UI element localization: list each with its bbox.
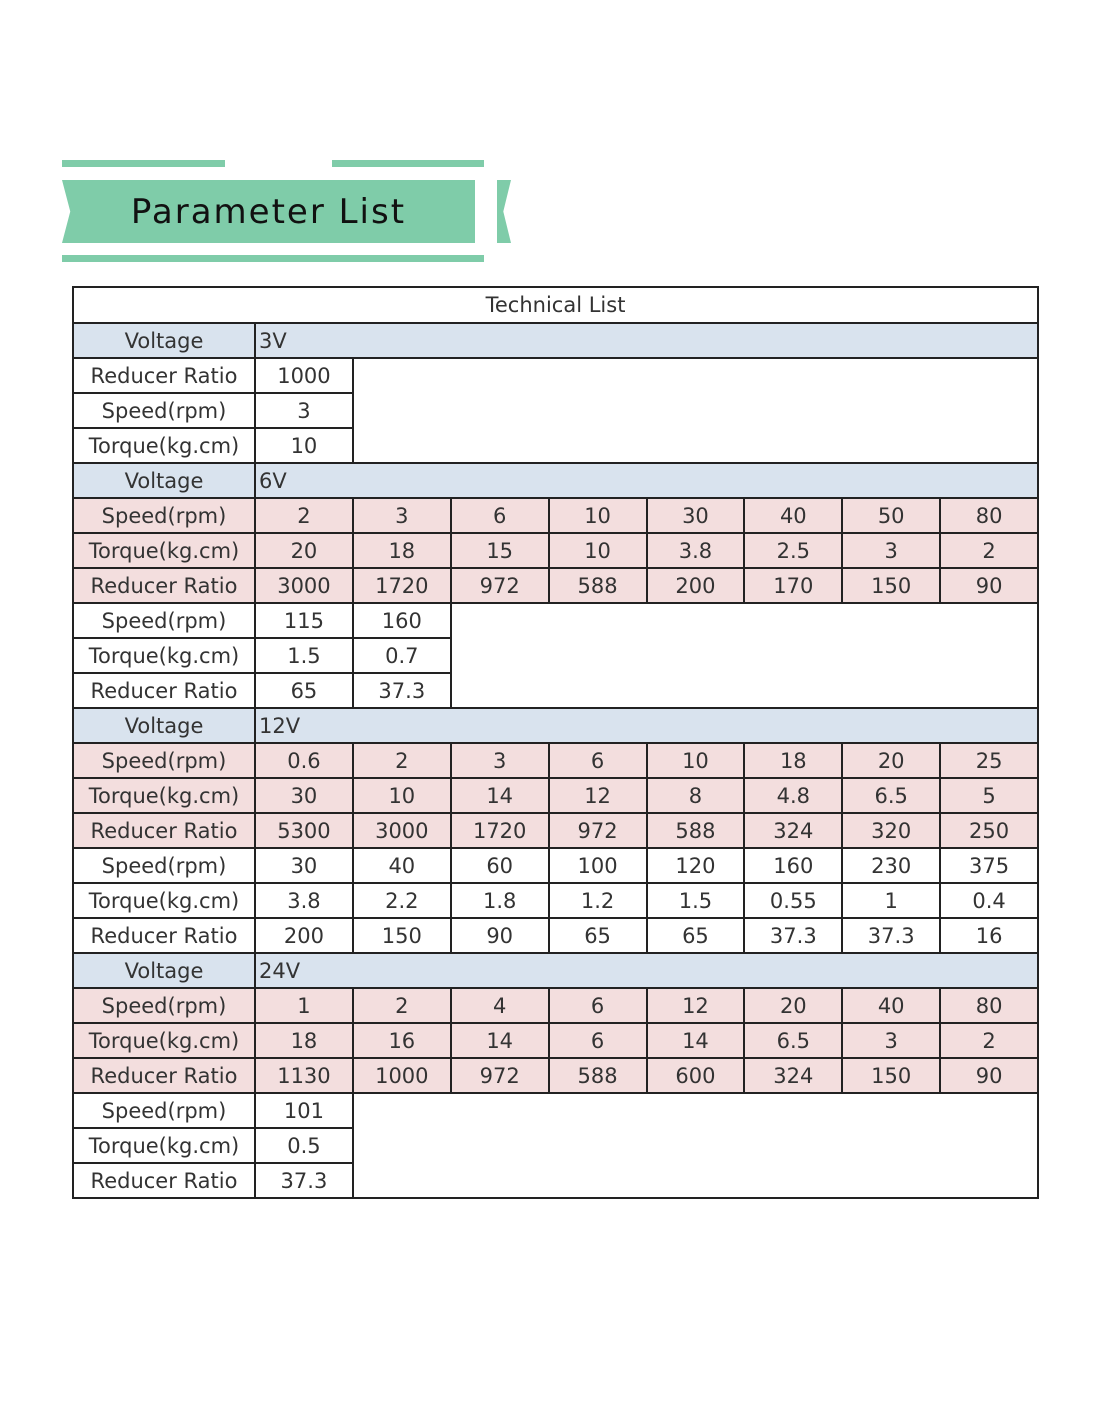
table-cell: 65 — [647, 918, 745, 953]
empty-cell-area — [451, 603, 1038, 708]
table-cell: 1000 — [255, 358, 353, 393]
table-cell: 972 — [549, 813, 647, 848]
table-cell: 3 — [842, 1023, 940, 1058]
table-cell: 160 — [744, 848, 842, 883]
table-cell: 2 — [940, 1023, 1038, 1058]
row-label: Reducer Ratio — [73, 1163, 255, 1198]
row-label: Torque(kg.cm) — [73, 428, 255, 463]
table-cell: 25 — [940, 743, 1038, 778]
table-cell: 200 — [255, 918, 353, 953]
row-label: Speed(rpm) — [73, 848, 255, 883]
table-cell: 18 — [744, 743, 842, 778]
table-cell: 6 — [451, 498, 549, 533]
banner-flag-tail — [497, 180, 511, 243]
row-label: Torque(kg.cm) — [73, 1023, 255, 1058]
table-row — [73, 358, 1038, 393]
table-cell: 90 — [451, 918, 549, 953]
table-cell: 588 — [549, 568, 647, 603]
table-cell: 3 — [353, 498, 451, 533]
table-cell: 15 — [451, 533, 549, 568]
table-cell: 150 — [842, 1058, 940, 1093]
voltage-value: 3V — [255, 323, 1038, 358]
table-cell: 1720 — [451, 813, 549, 848]
table-cell: 250 — [940, 813, 1038, 848]
page-title: Parameter List — [130, 191, 407, 232]
table-cell: 2 — [255, 498, 353, 533]
row-label: Reducer Ratio — [73, 568, 255, 603]
table-cell: 1 — [255, 988, 353, 1023]
table-cell: 6 — [549, 988, 647, 1023]
table-cell: 4 — [451, 988, 549, 1023]
row-label: Reducer Ratio — [73, 813, 255, 848]
table-cell: 1720 — [353, 568, 451, 603]
voltage-value: 6V — [255, 463, 1038, 498]
row-label: Reducer Ratio — [73, 1058, 255, 1093]
table-row — [73, 1093, 1038, 1128]
table-cell: 4.8 — [744, 778, 842, 813]
table-cell: 80 — [940, 988, 1038, 1023]
row-label: Speed(rpm) — [73, 498, 255, 533]
table-cell: 2 — [353, 988, 451, 1023]
table-cell: 12 — [549, 778, 647, 813]
table-cell: 324 — [744, 813, 842, 848]
voltage-row — [73, 708, 1038, 743]
table-row — [73, 813, 1038, 848]
table-cell: 0.55 — [744, 883, 842, 918]
row-label: Torque(kg.cm) — [73, 1128, 255, 1163]
table-cell: 150 — [842, 568, 940, 603]
table-cell: 2.5 — [744, 533, 842, 568]
table-cell: 6 — [549, 1023, 647, 1058]
table-cell: 60 — [451, 848, 549, 883]
row-label: Reducer Ratio — [73, 673, 255, 708]
banner-bottom-stripe — [62, 255, 484, 262]
row-label: Torque(kg.cm) — [73, 778, 255, 813]
table-cell: 1.2 — [549, 883, 647, 918]
table-cell: 10 — [353, 778, 451, 813]
table-cell: 14 — [451, 1023, 549, 1058]
table-cell: 2.2 — [353, 883, 451, 918]
empty-cell-area — [353, 1093, 1038, 1198]
table-cell: 40 — [744, 498, 842, 533]
voltage-label: Voltage — [73, 463, 255, 498]
table-cell: 3 — [255, 393, 353, 428]
table-cell: 8 — [647, 778, 745, 813]
table-cell: 10 — [647, 743, 745, 778]
table-cell: 80 — [940, 498, 1038, 533]
voltage-value: 24V — [255, 953, 1038, 988]
table-row — [73, 1023, 1038, 1058]
table-cell: 40 — [842, 988, 940, 1023]
table-row — [73, 603, 1038, 638]
row-label: Speed(rpm) — [73, 743, 255, 778]
table-cell: 6.5 — [744, 1023, 842, 1058]
voltage-value: 12V — [255, 708, 1038, 743]
row-label: Speed(rpm) — [73, 988, 255, 1023]
table-cell: 30 — [647, 498, 745, 533]
row-label: Speed(rpm) — [73, 603, 255, 638]
table-cell: 18 — [353, 533, 451, 568]
table-cell: 65 — [255, 673, 353, 708]
table-cell: 170 — [744, 568, 842, 603]
table-cell: 0.4 — [940, 883, 1038, 918]
row-label: Torque(kg.cm) — [73, 533, 255, 568]
table-row — [73, 568, 1038, 603]
table-cell: 10 — [255, 428, 353, 463]
row-label: Speed(rpm) — [73, 1093, 255, 1128]
table-cell: 14 — [451, 778, 549, 813]
table-cell: 600 — [647, 1058, 745, 1093]
table-cell: 16 — [940, 918, 1038, 953]
voltage-label: Voltage — [73, 953, 255, 988]
table-row — [73, 883, 1038, 918]
voltage-label: Voltage — [73, 708, 255, 743]
table-cell: 3000 — [353, 813, 451, 848]
table-cell: 588 — [647, 813, 745, 848]
table-row — [73, 743, 1038, 778]
table-row — [73, 988, 1038, 1023]
table-cell: 1000 — [353, 1058, 451, 1093]
table-cell: 3.8 — [255, 883, 353, 918]
table-cell: 375 — [940, 848, 1038, 883]
row-label: Reducer Ratio — [73, 358, 255, 393]
table-cell: 1 — [842, 883, 940, 918]
table-cell: 0.6 — [255, 743, 353, 778]
table-cell: 972 — [451, 1058, 549, 1093]
table-cell: 40 — [353, 848, 451, 883]
table-cell: 115 — [255, 603, 353, 638]
table-cell: 1.5 — [255, 638, 353, 673]
row-label: Torque(kg.cm) — [73, 638, 255, 673]
table-cell: 20 — [255, 533, 353, 568]
voltage-row — [73, 953, 1038, 988]
table-cell: 20 — [744, 988, 842, 1023]
table-cell: 37.3 — [255, 1163, 353, 1198]
table-caption: Technical List — [73, 287, 1038, 323]
table-row — [73, 498, 1038, 533]
table-cell: 1.8 — [451, 883, 549, 918]
table-row — [73, 533, 1038, 568]
table-cell: 90 — [940, 1058, 1038, 1093]
table-cell: 5300 — [255, 813, 353, 848]
table-cell: 6 — [549, 743, 647, 778]
table-cell: 100 — [549, 848, 647, 883]
table-cell: 150 — [353, 918, 451, 953]
table-cell: 5 — [940, 778, 1038, 813]
voltage-label: Voltage — [73, 323, 255, 358]
table-row — [73, 918, 1038, 953]
technical-list-table — [72, 286, 1039, 1199]
table-row — [73, 848, 1038, 883]
table-cell: 6.5 — [842, 778, 940, 813]
row-label: Speed(rpm) — [73, 393, 255, 428]
table-cell: 101 — [255, 1093, 353, 1128]
table-cell: 37.3 — [842, 918, 940, 953]
table-cell: 1.5 — [647, 883, 745, 918]
table-cell: 10 — [549, 498, 647, 533]
row-label: Reducer Ratio — [73, 918, 255, 953]
table-cell: 2 — [940, 533, 1038, 568]
table-cell: 324 — [744, 1058, 842, 1093]
table-row — [73, 778, 1038, 813]
table-cell: 16 — [353, 1023, 451, 1058]
table-cell: 120 — [647, 848, 745, 883]
table-cell: 0.5 — [255, 1128, 353, 1163]
table-cell: 3.8 — [647, 533, 745, 568]
table-cell: 160 — [353, 603, 451, 638]
table-cell: 30 — [255, 778, 353, 813]
table-cell: 3 — [451, 743, 549, 778]
empty-cell-area — [353, 358, 1038, 463]
table-cell: 320 — [842, 813, 940, 848]
banner-top-right-stripe — [332, 160, 484, 167]
table-cell: 0.7 — [353, 638, 451, 673]
voltage-row — [73, 323, 1038, 358]
table-cell: 10 — [549, 533, 647, 568]
table-cell: 37.3 — [744, 918, 842, 953]
table-cell: 1130 — [255, 1058, 353, 1093]
voltage-row — [73, 463, 1038, 498]
banner-top-left-stripe — [62, 160, 225, 167]
table-cell: 90 — [940, 568, 1038, 603]
table-cell: 12 — [647, 988, 745, 1023]
table-cell: 3 — [842, 533, 940, 568]
table-cell: 30 — [255, 848, 353, 883]
table-cell: 37.3 — [353, 673, 451, 708]
table-cell: 65 — [549, 918, 647, 953]
table-cell: 972 — [451, 568, 549, 603]
table-cell: 588 — [549, 1058, 647, 1093]
table-caption-row — [73, 287, 1038, 323]
row-label: Torque(kg.cm) — [73, 883, 255, 918]
table-row — [73, 1058, 1038, 1093]
table-cell: 2 — [353, 743, 451, 778]
table-cell: 230 — [842, 848, 940, 883]
table-cell: 50 — [842, 498, 940, 533]
table-cell: 18 — [255, 1023, 353, 1058]
table-cell: 20 — [842, 743, 940, 778]
table-cell: 3000 — [255, 568, 353, 603]
table-cell: 200 — [647, 568, 745, 603]
table-cell: 14 — [647, 1023, 745, 1058]
